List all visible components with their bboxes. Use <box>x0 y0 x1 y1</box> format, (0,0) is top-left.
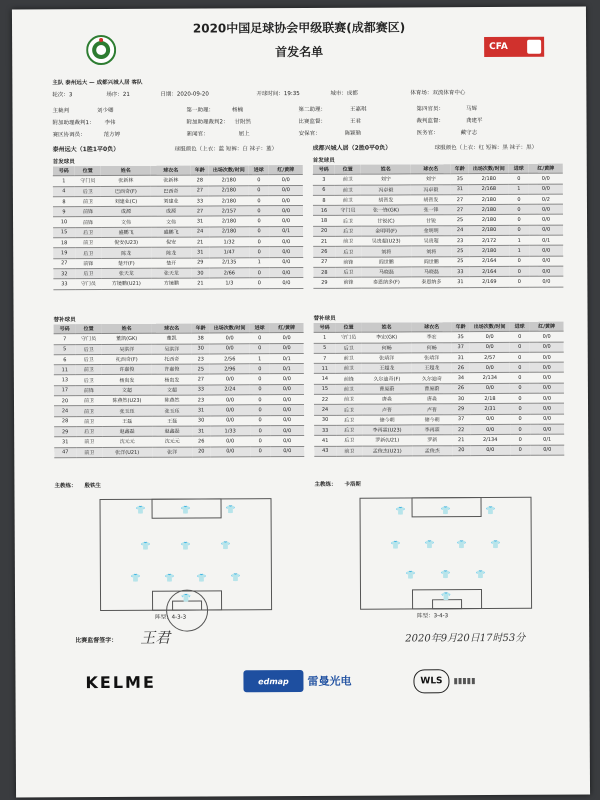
player-row: 16 守门员 张一锋(GK) 张一锋 27 2/180 0 0/0 <box>313 204 563 216</box>
sponsor-lehman: 雷曼光电 <box>307 674 352 688</box>
sponsor-kelme: KELME <box>85 672 156 692</box>
player-row: 7 守门员 董凯(GK) 董凯 38 0/0 0 0/0 <box>54 333 304 345</box>
column-header: 球衣名 <box>151 166 191 176</box>
column-header: 年龄 <box>451 164 469 174</box>
document-subtitle: 首发名单 <box>275 44 324 60</box>
signature-label: 比赛监督签字： <box>75 636 118 645</box>
player-row: 28 前卫 王磊 王磊 30 0/0 0 0/0 <box>54 415 304 427</box>
column-header: 位置 <box>335 165 361 175</box>
column-header: 姓名 <box>101 166 151 176</box>
home-coach: 殷铁生 <box>84 483 101 490</box>
flag-icon <box>527 40 541 54</box>
player-row: 7 前卫 张靖洋 张靖洋 31 2/57 0 0/0 <box>314 352 564 364</box>
document-title: 2020中国足球协会甲级联赛(成都赛区) <box>192 20 406 36</box>
player-shirt-icon: 👕 <box>140 541 151 551</box>
player-shirt-icon: 👕 <box>220 541 231 551</box>
home-team-name: 泰州远大（1胜1平0负） <box>52 145 120 154</box>
team-sheet: 2020中国足球协会甲级联赛(成都赛区) 首发名单 CFA 主队 泰州远大 — 成都兴城人居 客队 轮次：3 场序：21 日期：2020-09-20 开球时间：19:35 城市：成都 体育场：双流体育中心 主裁判 刘少卿 第一助理： 杨楠 第二助理： 王嘉琪 第四官员： 马辉 附加助理裁判1： 李伟 附加助理裁判2： 甘附然 比赛监督： 王君 裁判监督： 龚建平 赛区协调员： 范方婷 新闻官： 屈上 安保官： 陈颖勤 医务官： 戴守志 泰州远大（1胜1平0负） 球服颜色（上衣：蓝 短裤：白 袜子：蓝） 成都兴城人居（2胜0平0负） 球服颜色（上衣：红 短裤：黑 袜子：黑） 首发球员 首发球员 号码 位置 姓名 球衣名 年龄 出场次数/时间 进球 红/黄牌 1 守门员 张新林 张新林 28 2/180 0 0/0 4 后卫 巴西奇(F) 巴西奇 27 2/180 0 0/0 8 前卫 刘建业(C) 刘建业 33 2/180 0 0/0 9 前锋 成源 成源 27 2/157 0 0/0 10 前锋 文伟 文伟 31 2/180 0 0/0 15 后卫 盛鹏飞 盛鹏飞 24 2/180 0 0/1 18 前卫 倪安(U23) 倪安 21 1/32 0 0/0 19 后卫 陈龙 陈龙 31 1/47 0 0/0 27 前锋 楚开(F) 楚开 29 2/135 1 0/0 32 后卫 张天龙 张天龙 30 2/66 0 0/0 33 守门员 方镜鹏(U21) 方镜鹏 21 1/3 0 0/0 号码 位置 姓名 球衣名 年龄 出场次数/时间 进球 红/黄牌 3 前卫 刘宇 刘宇 35 2/180 0 0/0 6 前卫 冯卓毅 冯卓毅 31 2/168 1 0/0 8 前卫 胡晋发 胡晋发 27 2/180 0 0/2 16 守门员 张一锋(GK) 张一锋 27 2/180 0 0/0 18 后卫 甘锐(C) 甘锐 25 2/180 0 0/0 20 后卫 金明明(F) 金明明 24 2/180 0 0/0 21 前卫 吴贵超(U23) 吴贵超 23 2/172 1 0/1 26 后卫 刘将 刘将 25 2/180 1 0/0 27 前锋 阎世鹏 阎世鹏 25 2/164 0 0/0 28 后卫 马晓磊 马晓磊 33 2/164 0 0/0 29 前锋 泰恩纳多(F) 泰恩纳多 31 2/169 0 0/0 替补球员 替补球员 号码 位置 姓名 球衣名 年龄 出场次数/时间 进球 红/黄牌 7 守门员 董凯(GK) 董凯 38 0/0 0 0/0 5 后卫 吴洪洋 吴洪洋 30 0/0 0 0/0 6 后卫 托西奇(F) 托西奇 23 2/56 1 0/1 11 前卫 许嘉俊 许嘉俊 25 2/96 0 0/1 13 后卫 杨贵发 杨贵发 27 0/0 0 0/0 17 前锋 文超 文超 33 2/24 0 0/0 20 前卫 陈燕然(U23) 陈燕然 23 0/0 0 0/0 24 前卫 张玉珏 张玉珏 31 0/0 0 0/0 28 前卫 王磊 王磊 30 0/0 0 0/0 29 后卫 赵鑫磊 赵鑫磊 31 1/33 0 0/0 31 前卫 沈元元 沈元元 26 0/0 0 0/0 47 前卫 张洋(U21) 张洋 20 0/0 0 0/0 号码 位置 姓名 球衣名 年龄 出场次数/时间 进球 红/黄牌 1 守门员 李宏(GK) 李宏 35 0/0 0 0/0 5 后卫 何畅 何畅 37 0/0 0 0/0 7 前卫 张靖洋 张靖洋 31 2/57 0 0/0 11 前卫 王超龙 王超龙 26 0/0 0 0/0 14 前锋 久尔迪奇(F) 久尔迪奇 34 2/134 0 0/0 15 前卫 曹原蔚 曹原蔚 26 0/0 0 0/0 22 前卫 唐淼 唐淼 30 2/18 0 0/0 24 后卫 卢晋 卢晋 29 2/31 0 0/0 30 后卫 储今朝 储今朝 37 0/0 0 0/0 33 后卫 李再霖(U23) 李再霖 22 0/0 0 0/0 41 后卫 罗新(U21) 罗新 21 2/134 0 0/1 43 前卫 孟俊杰(U21) 孟俊杰 20 0/0 0 0/0 主教练： 殷铁生 主教练： 卡洛斯 👕 👕 👕 👕 👕 👕 👕 👕 👕 👕 👕 阵型：4-3-3 👕 👕 👕 👕 👕 👕 👕 👕 👕 👕 👕 阵型：3-4-3 比赛监督签字： 王君 2020年9月20日17时53分 KELME edmap 雷曼光电 WLS ▮▮▮▮▮ <box>12 7 590 798</box>
player-shirt-icon: 👕 <box>475 570 486 580</box>
away-team-name: 成都兴城人居（2胜0平0负） <box>312 144 392 152</box>
player-row: 17 前锋 文超 文超 33 2/24 0 0/0 <box>54 384 304 396</box>
home-kit: 球服颜色（上衣：蓝 短裤：白 袜子：蓝） <box>174 146 278 153</box>
player-shirt-icon: 👕 <box>390 540 401 550</box>
player-shirt-icon: 👕 <box>440 506 451 516</box>
column-header: 位置 <box>336 323 362 333</box>
date-value: 2020-09-20 <box>176 91 209 98</box>
sponsor-edmap: edmap <box>243 670 303 692</box>
column-header: 年龄 <box>191 165 209 175</box>
player-shirt-icon: 👕 <box>196 573 207 583</box>
column-header: 出场次数/时间 <box>210 323 250 333</box>
player-row: 15 后卫 盛鹏飞 盛鹏飞 24 2/180 0 0/1 <box>53 226 303 238</box>
column-header: 进球 <box>510 322 530 332</box>
away-subs-table <box>314 322 565 457</box>
home-subs-label: 替补球员 <box>53 317 76 324</box>
player-shirt-icon: 👕 <box>180 541 191 551</box>
player-row: 33 后卫 李再霖(U23) 李再霖 22 0/0 0 0/0 <box>314 424 564 436</box>
player-row: 32 后卫 张天龙 张天龙 30 2/66 0 0/0 <box>53 267 303 279</box>
player-row: 1 守门员 李宏(GK) 李宏 35 0/0 0 0/0 <box>314 331 564 343</box>
away-formation: 阵型：3-4-3 <box>417 613 449 620</box>
column-header: 号码 <box>314 323 336 333</box>
player-row: 3 前卫 刘宇 刘宇 35 2/180 0 0/0 <box>313 173 563 185</box>
cfa-logo: CFA <box>484 37 544 57</box>
player-shirt-icon: 👕 <box>440 570 451 580</box>
player-row: 22 前卫 唐淼 唐淼 30 2/18 0 0/0 <box>314 393 564 405</box>
player-row: 11 前卫 王超龙 王超龙 26 0/0 0 0/0 <box>314 362 564 374</box>
column-header: 姓名 <box>362 322 412 332</box>
player-row: 8 前卫 胡晋发 胡晋发 27 2/180 0 0/2 <box>313 194 563 206</box>
match-line: 主队 泰州远大 — 成都兴城人居 客队 <box>52 79 143 87</box>
player-shirt-icon: 👕 <box>230 573 241 583</box>
signature-datetime: 2020年9月20日17时53分 <box>405 632 526 645</box>
player-shirt-icon: 👕 <box>180 505 191 515</box>
column-header: 进球 <box>509 164 529 174</box>
player-shirt-icon: 👕 <box>135 505 146 515</box>
sponsor-wls-text-icon: ▮▮▮▮▮ <box>453 675 476 685</box>
player-row: 33 守门员 方镜鹏(U21) 方镜鹏 21 1/3 0 0/0 <box>53 278 303 290</box>
column-header: 红/黄牌 <box>530 322 564 332</box>
player-row: 1 守门员 张新林 张新林 28 2/180 0 0/0 <box>53 175 303 187</box>
column-header: 姓名 <box>361 164 411 174</box>
column-header: 球衣名 <box>411 164 451 174</box>
away-coach: 卡洛斯 <box>344 481 361 488</box>
player-row: 13 后卫 杨贵发 杨贵发 27 0/0 0 0/0 <box>54 374 304 386</box>
away-starters-table <box>313 164 564 289</box>
column-header: 出场次数/时间 <box>470 322 510 332</box>
home-subs-table <box>54 323 305 458</box>
player-row: 19 后卫 陈龙 陈龙 31 1/47 0 0/0 <box>53 247 303 259</box>
player-row: 6 前卫 冯卓毅 冯卓毅 31 2/168 1 0/0 <box>313 184 563 196</box>
player-row: 30 后卫 储今朝 储今朝 37 0/0 0 0/0 <box>314 414 564 426</box>
sponsor-wls: WLS <box>413 669 449 693</box>
player-row: 24 前卫 张玉珏 张玉珏 31 0/0 0 0/0 <box>54 405 304 417</box>
column-header: 年龄 <box>452 322 470 332</box>
player-shirt-icon: 👕 <box>225 505 236 515</box>
column-header: 红/黄牌 <box>529 164 563 174</box>
player-row: 27 前锋 楚开(F) 楚开 29 2/135 1 0/0 <box>53 257 303 269</box>
player-shirt-icon: 👕 <box>164 573 175 583</box>
player-row: 27 前锋 阎世鹏 阎世鹏 25 2/164 0 0/0 <box>313 256 563 268</box>
player-row: 18 前卫 倪安(U23) 倪安 21 1/32 0 0/0 <box>53 237 303 249</box>
player-shirt-icon: 👕 <box>405 570 416 580</box>
player-shirt-icon: 👕 <box>395 506 406 516</box>
player-row: 8 前卫 刘建业(C) 刘建业 33 2/180 0 0/0 <box>53 195 303 207</box>
player-shirt-icon: 👕 <box>490 539 501 550</box>
player-row: 5 后卫 吴洪洋 吴洪洋 30 0/0 0 0/0 <box>54 343 304 355</box>
home-starters-label: 首发球员 <box>52 159 75 166</box>
player-row: 29 后卫 赵鑫磊 赵鑫磊 31 1/33 0 0/0 <box>54 425 304 437</box>
away-kit: 球服颜色（上衣：红 短裤：黑 袜子：黑） <box>434 144 538 152</box>
player-shirt-icon: 👕 <box>181 593 192 603</box>
player-row: 21 前卫 吴贵超(U23) 吴贵超 23 2/172 1 0/1 <box>313 235 563 247</box>
column-header: 出场次数/时间 <box>209 165 249 175</box>
player-row: 47 前卫 张洋(U21) 张洋 20 0/0 0 0/0 <box>54 446 304 458</box>
column-header: 进球 <box>250 323 270 333</box>
player-row: 20 前卫 陈燕然(U23) 陈燕然 23 0/0 0 0/0 <box>54 395 304 407</box>
column-header: 球衣名 <box>412 322 452 332</box>
player-row: 4 后卫 巴西奇(F) 巴西奇 27 2/180 0 0/0 <box>53 185 303 197</box>
player-row: 9 前锋 成源 成源 27 2/157 0 0/0 <box>53 206 303 218</box>
column-header: 号码 <box>313 165 335 175</box>
column-header: 号码 <box>53 166 75 176</box>
away-formation-pitch <box>360 497 533 610</box>
home-starters-table <box>53 165 304 290</box>
signature-name: 王君 <box>140 628 171 647</box>
column-header: 出场次数/时间 <box>469 164 509 174</box>
column-header: 号码 <box>54 324 76 334</box>
player-row: 41 后卫 罗新(U21) 罗新 21 2/134 0 0/1 <box>314 434 564 446</box>
player-row: 26 后卫 刘将 刘将 25 2/180 1 0/0 <box>313 246 563 258</box>
column-header: 位置 <box>75 166 101 176</box>
player-shirt-icon: 👕 <box>456 540 467 550</box>
player-row: 10 前锋 文伟 文伟 31 2/180 0 0/0 <box>53 216 303 228</box>
player-row: 18 后卫 甘锐(C) 甘锐 25 2/180 0 0/0 <box>313 215 563 227</box>
away-starters-label: 首发球员 <box>312 157 335 164</box>
away-subs-label: 替补球员 <box>313 315 336 322</box>
player-shirt-icon: 👕 <box>424 540 435 550</box>
player-row: 6 后卫 托西奇(F) 托西奇 23 2/56 1 0/1 <box>54 353 304 365</box>
column-header: 姓名 <box>102 324 152 334</box>
player-shirt-icon: 👕 <box>485 505 496 516</box>
round-value: 3 <box>68 92 73 99</box>
player-row: 29 前锋 泰恩纳多(F) 泰恩纳多 31 2/169 0 0/0 <box>313 276 563 288</box>
column-header: 红/黄牌 <box>269 165 303 175</box>
player-shirt-icon: 👕 <box>130 573 141 583</box>
home-formation: 阵型：4-3-3 <box>155 614 187 621</box>
column-header: 红/黄牌 <box>270 323 304 333</box>
player-row: 20 后卫 金明明(F) 金明明 24 2/180 0 0/0 <box>313 225 563 237</box>
player-row: 14 前锋 久尔迪奇(F) 久尔迪奇 34 2/134 0 0/0 <box>314 373 564 385</box>
player-row: 31 前卫 沈元元 沈元元 26 0/0 0 0/0 <box>54 436 304 448</box>
column-header: 年龄 <box>192 323 210 333</box>
column-header: 位置 <box>76 324 102 334</box>
player-row: 5 后卫 何畅 何畅 37 0/0 0 0/0 <box>314 342 564 354</box>
player-row: 11 前卫 许嘉俊 许嘉俊 25 2/96 0 0/1 <box>54 364 304 376</box>
player-row: 43 前卫 孟俊杰(U21) 孟俊杰 20 0/0 0 0/0 <box>314 445 564 457</box>
player-row: 24 后卫 卢晋 卢晋 29 2/31 0 0/0 <box>314 403 564 415</box>
column-header: 进球 <box>249 165 269 175</box>
player-shirt-icon: 👕 <box>440 592 452 602</box>
player-row: 15 前卫 曹原蔚 曹原蔚 26 0/0 0 0/0 <box>314 383 564 395</box>
column-header: 球衣名 <box>152 324 192 334</box>
player-row: 28 后卫 马晓磊 马晓磊 33 2/164 0 0/0 <box>313 266 563 278</box>
home-formation-pitch <box>100 498 273 611</box>
